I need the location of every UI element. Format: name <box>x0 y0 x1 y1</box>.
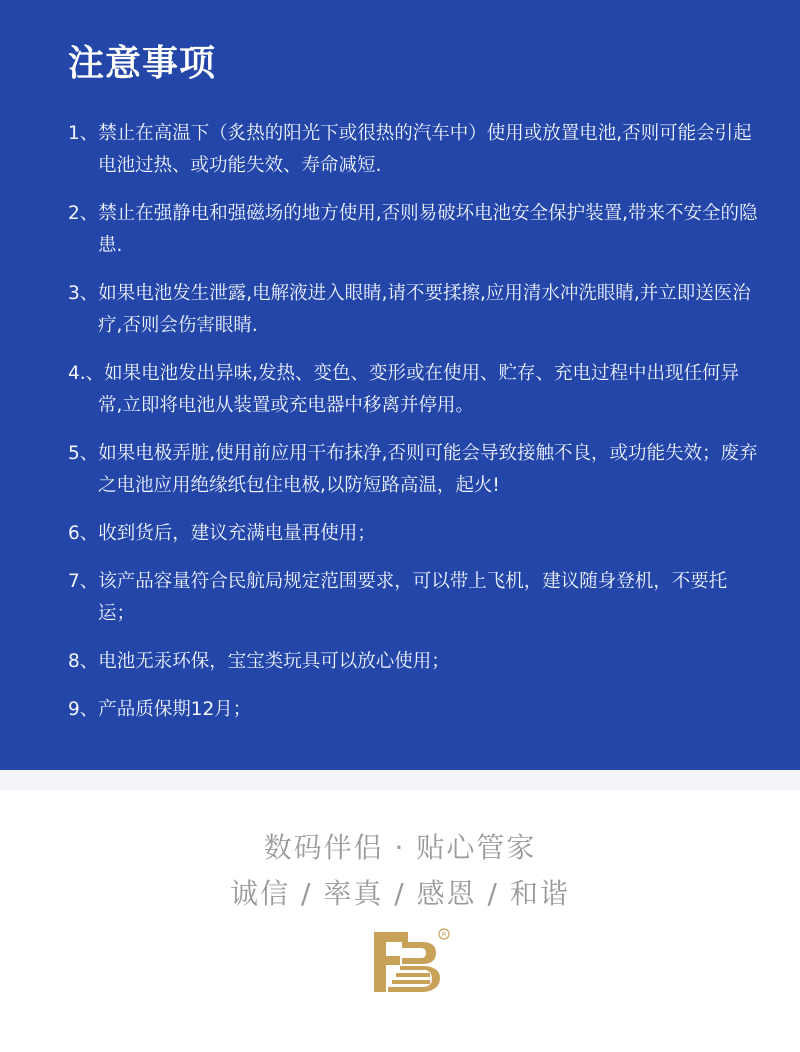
notice-item-7: 7、该产品容量符合民航局规定范围要求，可以带上飞机，建议随身登机，不要托运； <box>68 571 728 624</box>
notice-item-5: 5、如果电极弄脏,使用前应用干布抹净,否则可能会导致接触不良，或功能失效；废弃之电池应用绝缘纸包住电极,以防短路高温，起火! <box>68 443 758 496</box>
notice-item-6: 6、收到货后，建议充满电量再使用； <box>68 523 376 544</box>
fb-logo-icon <box>372 926 452 994</box>
notice-item-1: 1、禁止在高温下（炙热的阳光下或很热的汽车中）使用或放置电池,否则可能会引起电池过热、或功能失效、寿命减短. <box>68 123 752 176</box>
svg-text:R: R <box>441 930 447 939</box>
notice-title: 注意事项 <box>68 43 217 84</box>
slogan-line-1: 数码伴侣 · 贴心管家 <box>263 831 537 864</box>
notice-item-2: 2、禁止在强静电和强磁场的地方使用,否则易破坏电池安全保护装置,带来不安全的隐患. <box>68 203 758 256</box>
notice-item-9: 9、产品质保期12月； <box>68 699 252 720</box>
section-divider <box>0 770 800 790</box>
notice-item-8: 8、电池无汞环保，宝宝类玩具可以放心使用； <box>68 651 450 672</box>
slogan-line-2: 诚信 / 率真 / 感恩 / 和谐 <box>230 877 570 910</box>
notice-item-4: 4.、如果电池发出异味,发热、变色、变形或在使用、贮存、充电过程中出现任何异常,立即将电池从装置或充电器中移离并停用。 <box>68 363 740 416</box>
notice-list <box>68 118 758 742</box>
notice-item-3: 3、如果电池发生泄露,电解液进入眼睛,请不要揉擦,应用清水冲洗眼睛,并立即送医治疗,否则会伤害眼睛. <box>68 283 751 336</box>
